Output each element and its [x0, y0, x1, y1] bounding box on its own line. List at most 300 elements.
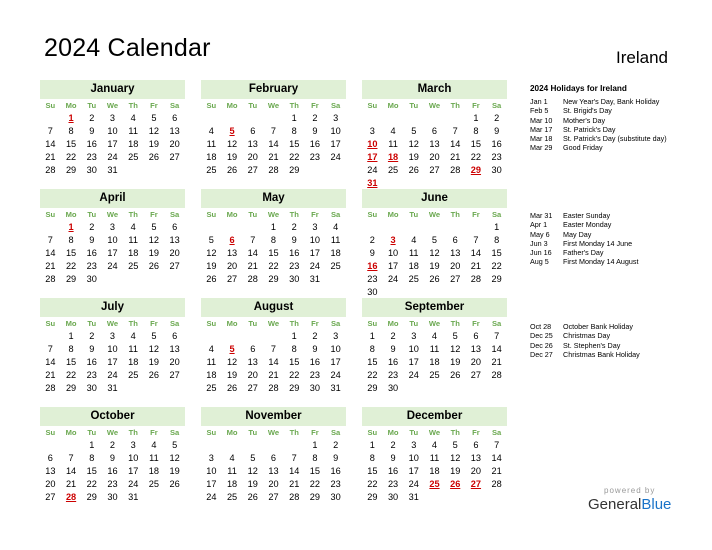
- day-cell: 2: [369, 235, 375, 245]
- day-cell: 6: [473, 440, 479, 450]
- brand-name: [588, 496, 671, 513]
- weekday-label: Mo: [387, 101, 399, 110]
- day-cell: 20: [268, 479, 279, 489]
- empty-cell: [201, 439, 222, 452]
- holiday-day: 1: [68, 113, 74, 123]
- day-cell: 26: [148, 152, 160, 162]
- day-cell: 14: [491, 344, 502, 354]
- day-cell: 23: [289, 261, 300, 271]
- day-cell: 17: [408, 357, 419, 367]
- day-cell: 5: [151, 222, 157, 232]
- holiday-name: New Year's Day, Bank Holiday: [563, 97, 660, 106]
- empty-cell: [403, 112, 424, 125]
- day-cell: 7: [68, 453, 74, 463]
- holiday-date: Jan 1: [530, 97, 548, 106]
- day-cell: 16: [86, 357, 97, 367]
- weekday-label: Fr: [472, 210, 480, 219]
- empty-cell: [445, 112, 466, 125]
- weekday-label: Th: [128, 428, 138, 437]
- month-header: April: [40, 189, 185, 208]
- empty-cell: [201, 221, 222, 234]
- weekday-label: Sa: [491, 101, 502, 110]
- day-cell: 7: [291, 453, 297, 463]
- day-cell: 14: [491, 453, 502, 463]
- day-cell: 11: [128, 235, 138, 245]
- day-cell: 26: [148, 261, 160, 271]
- day-cell: 6: [250, 344, 256, 354]
- weekday-label: Fr: [150, 101, 158, 110]
- holiday-name: St. Stephen's Day: [563, 340, 621, 350]
- day-cell: 1: [494, 222, 500, 232]
- day-cell: 28: [268, 383, 279, 393]
- day-grid: [362, 208, 507, 299]
- day-cell: 7: [494, 440, 500, 450]
- day-cell: 2: [89, 113, 95, 123]
- day-cell: 13: [169, 235, 180, 245]
- day-cell: 27: [169, 152, 180, 162]
- weekday-label: Sa: [169, 101, 180, 110]
- weekday-label: We: [106, 210, 119, 219]
- month-header: August: [201, 298, 346, 317]
- day-cell: 2: [109, 440, 116, 450]
- holiday-name: Easter Sunday: [563, 211, 611, 220]
- holiday-date: Apr 1: [530, 220, 548, 230]
- weekday-label: Tu: [409, 101, 419, 110]
- day-cell: 30: [387, 492, 399, 502]
- day-cell: 22: [367, 370, 378, 380]
- day-cell: 2: [312, 331, 318, 341]
- empty-cell: [222, 221, 243, 234]
- day-cell: 30: [107, 492, 118, 502]
- day-cell: 28: [289, 492, 300, 502]
- day-cell: 19: [206, 261, 217, 271]
- day-cell: 8: [312, 453, 318, 463]
- day-cell: 17: [330, 139, 341, 149]
- day-cell: 9: [89, 235, 95, 245]
- day-cell: 16: [107, 466, 118, 476]
- day-cell: 29: [268, 274, 279, 284]
- month-june: [362, 189, 507, 299]
- day-cell: 20: [247, 370, 258, 380]
- empty-cell: [424, 112, 445, 125]
- weekday-label: Tu: [248, 210, 258, 219]
- holiday-name: First Monday 14 June: [563, 238, 633, 248]
- empty-cell: [201, 330, 222, 343]
- day-cell: 8: [369, 453, 375, 463]
- day-cell: 13: [247, 357, 258, 367]
- day-cell: 25: [408, 274, 419, 284]
- day-grid: [40, 426, 185, 504]
- day-cell: 27: [450, 274, 461, 284]
- day-cell: 4: [208, 126, 214, 136]
- holiday-list-title: 2024 Holidays for Ireland: [530, 84, 627, 93]
- holiday-date: Dec 27: [530, 349, 553, 359]
- holiday-date: Oct 28: [530, 322, 552, 331]
- day-cell: 27: [268, 492, 279, 502]
- month-february: [201, 80, 346, 177]
- day-cell: 2: [390, 331, 396, 341]
- day-cell: 5: [208, 235, 214, 245]
- empty-cell: [263, 439, 284, 452]
- day-cell: 24: [206, 492, 217, 502]
- day-cell: 28: [247, 274, 258, 284]
- day-cell: 21: [45, 261, 56, 271]
- weekday-label: Th: [450, 319, 460, 328]
- month-march: [362, 80, 507, 190]
- weekday-label: Tu: [248, 428, 258, 437]
- weekday-label: Fr: [311, 210, 319, 219]
- day-cell: 19: [169, 466, 180, 476]
- weekday-label: Sa: [491, 319, 502, 328]
- day-cell: 1: [89, 440, 95, 450]
- empty-cell: [40, 221, 61, 234]
- day-cell: 10: [128, 453, 139, 463]
- holiday-day: 6: [229, 235, 235, 245]
- day-cell: 22: [65, 152, 77, 162]
- day-cell: 20: [470, 357, 482, 367]
- day-cell: 30: [289, 274, 300, 284]
- day-cell: 20: [169, 139, 180, 149]
- weekday-label: Fr: [472, 319, 480, 328]
- holiday-row: [530, 134, 700, 143]
- month-january: [40, 80, 185, 177]
- day-cell: 17: [107, 357, 118, 367]
- holiday-row: [530, 97, 700, 106]
- day-cell: 22: [309, 479, 321, 489]
- weekday-label: Su: [206, 210, 217, 219]
- empty-cell: [263, 330, 284, 343]
- day-cell: 15: [65, 139, 77, 149]
- holiday-name: Father's Day: [563, 248, 604, 258]
- day-cell: 30: [86, 165, 97, 175]
- day-grid: [201, 317, 346, 395]
- day-cell: 29: [65, 165, 77, 175]
- day-cell: 1: [291, 113, 297, 123]
- day-cell: 30: [367, 287, 378, 297]
- generalblue-logo: [588, 486, 671, 513]
- day-cell: 18: [330, 248, 341, 258]
- weekday-label: Sa: [169, 210, 180, 219]
- day-cell: 13: [268, 466, 279, 476]
- day-cell: 25: [330, 261, 341, 271]
- weekday-label: Sa: [330, 428, 341, 437]
- day-cell: 19: [450, 357, 461, 367]
- day-cell: 2: [494, 113, 500, 123]
- empty-cell: [40, 112, 61, 125]
- day-grid: [201, 208, 346, 286]
- day-cell: 11: [149, 453, 159, 463]
- day-cell: 6: [172, 113, 178, 123]
- day-cell: 28: [268, 165, 279, 175]
- day-cell: 11: [330, 235, 341, 245]
- day-cell: 21: [45, 152, 56, 162]
- day-cell: 7: [270, 344, 277, 354]
- weekday-label: We: [267, 428, 280, 437]
- day-cell: 17: [309, 248, 321, 258]
- day-cell: 27: [45, 492, 56, 502]
- weekday-label: Th: [450, 210, 460, 219]
- day-cell: 12: [408, 139, 419, 149]
- day-cell: 26: [450, 370, 461, 380]
- day-cell: 14: [65, 466, 77, 476]
- day-cell: 17: [128, 466, 139, 476]
- day-cell: 27: [470, 370, 482, 380]
- day-cell: 28: [450, 165, 461, 175]
- day-cell: 7: [47, 126, 53, 136]
- day-cell: 8: [291, 126, 297, 136]
- powered-by-label: powered by: [604, 486, 656, 495]
- day-cell: 23: [491, 152, 502, 162]
- day-cell: 13: [429, 139, 440, 149]
- day-cell: 5: [452, 440, 458, 450]
- day-cell: 1: [291, 331, 297, 341]
- day-cell: 13: [226, 248, 238, 258]
- day-cell: 27: [226, 274, 238, 284]
- weekday-label: We: [267, 210, 280, 219]
- day-cell: 3: [109, 113, 116, 123]
- weekday-label: Th: [289, 101, 299, 110]
- day-cell: 7: [47, 235, 53, 245]
- day-cell: 26: [247, 492, 258, 502]
- day-cell: 17: [107, 248, 118, 258]
- day-cell: 28: [45, 274, 56, 284]
- day-cell: 15: [367, 466, 378, 476]
- weekday-label: Su: [367, 319, 378, 328]
- day-cell: 11: [227, 466, 237, 476]
- day-cell: 7: [473, 235, 479, 245]
- day-cell: 13: [169, 126, 180, 136]
- day-cell: 6: [47, 453, 53, 463]
- month-september: [362, 298, 507, 395]
- day-cell: 26: [169, 479, 180, 489]
- day-cell: 24: [309, 261, 321, 271]
- day-cell: 17: [408, 466, 419, 476]
- day-cell: 25: [148, 479, 160, 489]
- holiday-day: 3: [390, 235, 396, 245]
- day-cell: 3: [130, 440, 136, 450]
- month-header: December: [362, 407, 507, 426]
- day-cell: 13: [470, 453, 482, 463]
- day-cell: 30: [330, 492, 341, 502]
- empty-cell: [242, 221, 263, 234]
- day-cell: 14: [247, 248, 258, 258]
- day-cell: 31: [408, 492, 419, 502]
- month-header: January: [40, 80, 185, 99]
- day-cell: 19: [429, 261, 440, 271]
- day-cell: 15: [289, 357, 300, 367]
- day-cell: 10: [408, 344, 419, 354]
- day-cell: 13: [45, 466, 56, 476]
- day-cell: 9: [89, 126, 95, 136]
- day-cell: 10: [107, 126, 118, 136]
- day-cell: 25: [128, 261, 139, 271]
- weekday-label: Mo: [226, 428, 238, 437]
- day-cell: 4: [390, 126, 396, 136]
- holiday-row: [530, 143, 700, 152]
- day-cell: 5: [452, 331, 458, 341]
- day-cell: 14: [45, 139, 56, 149]
- day-cell: 24: [107, 152, 118, 162]
- day-cell: 23: [309, 370, 321, 380]
- holiday-day: 25: [429, 479, 440, 489]
- day-cell: 25: [206, 383, 217, 393]
- day-cell: 28: [470, 274, 482, 284]
- day-cell: 27: [247, 165, 258, 175]
- day-cell: 30: [86, 274, 97, 284]
- day-cell: 2: [89, 222, 95, 232]
- weekday-label: We: [106, 428, 119, 437]
- day-cell: 3: [333, 113, 339, 123]
- day-cell: 5: [431, 235, 438, 245]
- day-cell: 21: [65, 479, 77, 489]
- day-cell: 22: [289, 370, 300, 380]
- day-cell: 18: [226, 479, 238, 489]
- weekday-label: We: [267, 101, 280, 110]
- day-cell: 25: [226, 492, 238, 502]
- day-cell: 6: [473, 331, 479, 341]
- empty-cell: [242, 439, 263, 452]
- day-cell: 21: [268, 152, 279, 162]
- holiday-day: 1: [68, 222, 74, 232]
- holiday-list: [530, 322, 700, 359]
- holiday-date: Dec 26: [530, 340, 553, 350]
- day-cell: 6: [172, 222, 178, 232]
- day-cell: 11: [429, 453, 440, 463]
- day-cell: 23: [86, 152, 97, 162]
- holiday-day: 28: [65, 492, 77, 502]
- weekday-label: Tu: [248, 101, 258, 110]
- day-cell: 16: [309, 139, 321, 149]
- day-cell: 7: [494, 331, 500, 341]
- weekday-label: Fr: [150, 319, 158, 328]
- day-grid: [362, 317, 507, 395]
- day-cell: 29: [65, 383, 77, 393]
- day-cell: 13: [169, 344, 180, 354]
- day-cell: 26: [148, 370, 160, 380]
- day-cell: 31: [107, 383, 118, 393]
- holiday-date: Mar 18: [530, 134, 553, 144]
- day-cell: 4: [411, 235, 417, 245]
- weekday-label: Th: [128, 319, 138, 328]
- day-cell: 16: [330, 466, 341, 476]
- weekday-label: Mo: [65, 210, 77, 219]
- day-cell: 22: [65, 370, 77, 380]
- holiday-row: [530, 257, 700, 266]
- day-cell: 23: [330, 479, 341, 489]
- day-cell: 26: [206, 274, 217, 284]
- day-cell: 12: [450, 453, 461, 463]
- holiday-day: 31: [367, 178, 378, 188]
- holiday-day: 5: [229, 126, 235, 136]
- day-cell: 22: [491, 261, 502, 271]
- day-cell: 3: [369, 126, 375, 136]
- day-cell: 21: [491, 466, 502, 476]
- month-header: May: [201, 189, 346, 208]
- day-cell: 16: [86, 248, 97, 258]
- weekday-label: Fr: [311, 319, 319, 328]
- day-cell: 20: [45, 479, 56, 489]
- day-grid: [40, 208, 185, 286]
- day-cell: 6: [270, 453, 277, 463]
- weekday-label: Su: [206, 428, 217, 437]
- day-cell: 16: [86, 139, 97, 149]
- empty-cell: [466, 221, 487, 234]
- day-cell: 8: [369, 344, 375, 354]
- day-cell: 26: [429, 274, 440, 284]
- day-cell: 1: [473, 113, 479, 123]
- day-cell: 29: [491, 274, 502, 284]
- day-grid: [40, 317, 185, 395]
- weekday-label: We: [428, 428, 441, 437]
- day-cell: 28: [491, 479, 502, 489]
- day-cell: 2: [89, 331, 95, 341]
- day-cell: 8: [89, 453, 95, 463]
- day-cell: 24: [408, 370, 419, 380]
- day-cell: 14: [268, 357, 279, 367]
- weekday-label: Tu: [409, 210, 419, 219]
- weekday-label: Th: [450, 428, 460, 437]
- day-cell: 13: [450, 248, 461, 258]
- day-cell: 16: [387, 357, 399, 367]
- day-cell: 19: [226, 152, 238, 162]
- empty-cell: [201, 112, 222, 125]
- day-cell: 5: [151, 113, 157, 123]
- day-cell: 18: [408, 261, 419, 271]
- holiday-row: [530, 350, 700, 359]
- day-cell: 14: [470, 248, 482, 258]
- country-name: Ireland: [616, 48, 668, 67]
- month-april: [40, 189, 185, 286]
- empty-cell: [222, 112, 243, 125]
- day-cell: 10: [206, 466, 217, 476]
- day-cell: 29: [367, 492, 378, 502]
- holiday-date: Mar 17: [530, 124, 553, 134]
- day-cell: 19: [148, 248, 160, 258]
- weekday-label: We: [106, 101, 119, 110]
- weekday-label: Sa: [330, 101, 341, 110]
- day-cell: 18: [206, 370, 217, 380]
- weekday-label: Mo: [65, 428, 77, 437]
- day-cell: 30: [86, 383, 97, 393]
- weekday-label: Su: [45, 319, 56, 328]
- day-cell: 16: [289, 248, 300, 258]
- day-cell: 6: [431, 126, 438, 136]
- day-cell: 6: [172, 331, 178, 341]
- day-cell: 20: [226, 261, 238, 271]
- day-cell: 29: [289, 383, 300, 393]
- day-cell: 31: [309, 274, 321, 284]
- day-cell: 23: [387, 479, 399, 489]
- day-cell: 25: [429, 370, 440, 380]
- holiday-day: 16: [367, 261, 378, 271]
- month-header: February: [201, 80, 346, 99]
- day-cell: 30: [491, 165, 502, 175]
- day-cell: 26: [226, 383, 238, 393]
- day-cell: 9: [390, 344, 396, 354]
- day-cell: 26: [408, 165, 419, 175]
- day-cell: 9: [333, 453, 339, 463]
- day-cell: 9: [291, 235, 297, 245]
- day-cell: 11: [409, 248, 419, 258]
- empty-cell: [362, 112, 383, 125]
- weekday-label: Sa: [330, 319, 341, 328]
- day-cell: 19: [450, 466, 461, 476]
- holiday-row: [530, 341, 700, 350]
- weekday-label: Su: [45, 101, 56, 110]
- weekday-label: Fr: [472, 428, 480, 437]
- weekday-label: Sa: [491, 210, 502, 219]
- day-cell: 22: [86, 479, 97, 489]
